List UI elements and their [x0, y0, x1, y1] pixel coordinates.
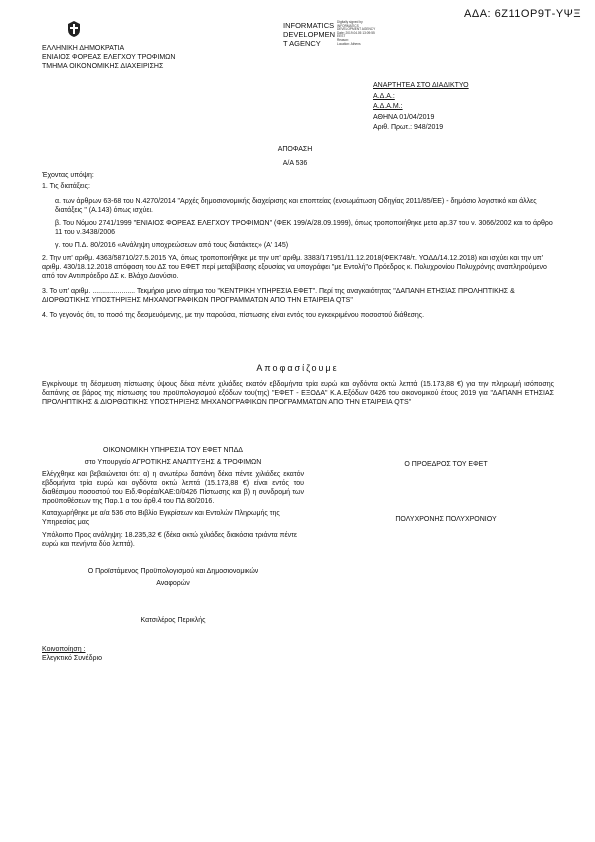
department-header [42, 44, 175, 71]
finance-service-block [42, 446, 304, 663]
dept-line-3: ΤΜΗΜΑ ΟΙΚΟΝΟΜΙΚΗΣ ΔΙΑΧΕΙΡΙΣΗΣ [42, 63, 164, 70]
considering-label: Έχοντας υπόψη: [42, 172, 94, 179]
agency-line-3: T AGENCY [283, 39, 321, 48]
decide-heading: Αποφασίζουμε [256, 363, 339, 373]
decision-title: ΑΠΟΦΑΣΗ [277, 146, 313, 153]
head-line-1: Ο Προϊστάμενος Προϋπολογισμού και Δημοσιονομικών [87, 568, 259, 575]
item-2: 2. Την υπ' αριθμ. 4363/58710/27.5.2015 ΥΑ, όπως τροποποιήθηκε με την υπ' αριθμ. 3383/171951/11.12.2018(ΦΕΚ748/τ. ΥΟΔΔ/14.12.2018) και ισχύει και την υπ' αριθμ. 430/18.12.2018 απόφαση του ΔΣ του ΕΦΕΤ περί μεταβίβασης εξουσίας να υπογράφει "με Εντολή"ο Πρόεδρος κ. Πολυχρονίου Πολυχρόνης αναπληρούμενο από τον Αντιπρόεδρο ΔΣ κ. Βλάχο Διονύσιο. [42, 255, 547, 280]
decide-text: Εγκρίνουμε τη δέσμευση πίστωσης ύψους δέκα πέντε χιλιάδες εκατόν εβδομήντα τρία ευρώ και ογδόντα οκτώ λεπτά (15.173,88 €) για την πληρωμή ισόποσης δαπάνης σε βάρος της πίστωσης του προϋπολογισμού εξόδων του(της) "ΕΦΕΤ - ΕΞΟΔΑ" Κ.Α.Εξόδων 0426 του οικονομικού έτους 2019 για "ΔΑΠΑΝΗ ΕΤΗΣΙΑΣ ΠΡΟΛΗΠΤΙΚΗΣ & ΔΙΟΡΘΩΤΙΚΗΣ ΥΠΟΣΤΗΡΙΞΗΣ ΜΗΧΑΝΟΓΡΑΦΙΚΩΝ ΠΡΟΓΡΑΜΜΑΤΩΝ ΑΠΟ ΤΗΝ ΕΤΑΙΡΕΙΑ QTS" [42, 381, 554, 406]
agency-line-2: DEVELOPMEN [283, 30, 336, 39]
sig-detail-2: INFORMATICS [337, 23, 359, 28]
president-name: ΠΟΛΥΧΡΟΝΗΣ ΠΟΛΥΧΡΟΝΙΟΥ [395, 516, 497, 523]
decision-number: Α/Α 536 [282, 160, 308, 167]
greek-emblem-icon [66, 20, 82, 38]
ada-label: Α.Δ.Α.: [373, 92, 395, 100]
digital-signature-details [337, 21, 375, 46]
considerations [42, 171, 554, 322]
agency-line-1: INFORMATICS [283, 21, 335, 30]
dept-line-1: ΕΛΛΗΝΙΚΗ ΔΗΜΟΚΡΑΤΙΑ [42, 45, 125, 52]
sig-detail-4: Date: 2019.04.05 13:09:55 [337, 30, 375, 35]
sig-detail-3: DEVELOPMENT AGENCY [337, 27, 376, 32]
dept-line-2: ΕΝΙΑΙΟΣ ΦΟΡΕΑΣ ΕΛΕΓΧΟΥ ΤΡΟΦΙΜΩΝ [42, 54, 176, 61]
item-1c: γ. του Π.Δ. 80/2016 «Ανάληψη υποχρεώσεων από τους διατάκτες» (Α' 145) [55, 242, 289, 249]
head-name: Κατσιλέρος Περικλής [140, 617, 206, 624]
sig-detail-1: Digitally signed by [337, 20, 363, 24]
remaining-text: Υπόλοιπο Προς ανάληψη: 18.235,32 € (δέκα οκτώ χιλιάδες διακόσια τριάντα πέντε ευρώ και πενήντα δύο λεπτά). [42, 532, 298, 548]
sig-detail-7: Location: Athens [337, 41, 361, 46]
sig-detail-5: EEST [337, 34, 346, 39]
adam-label: Α.Δ.Α.Μ.: [373, 103, 403, 110]
president-block [346, 446, 546, 524]
ada-code: ΑΔΑ: 6Ζ11ΟΡ9Τ-ΥΨΞ [464, 8, 581, 20]
item-1: 1. Τις διατάξεις: [42, 183, 90, 190]
registered-text: Καταχωρήθηκε με α/α 536 στο Βιβλίο Εγκρίσεων και Εντολών Πληρωμής της Υπηρεσίας μας [42, 510, 280, 526]
protocol-number: Αριθ. Πρωτ.: 948/2019 [373, 124, 444, 131]
publish-title: ΑΝΑΡΤΗΤΕΑ ΣΤΟ ΔΙΑΔΙΚΤΥΟ [373, 82, 469, 89]
signature-agency [283, 21, 335, 48]
finance-title: ΟΙΚΟΝΟΜΙΚΗ ΥΠΗΡΕΣΙΑ ΤΟΥ ΕΦΕΤ ΝΠΔΔ [103, 447, 243, 454]
item-3: 3. Το υπ' αριθμ. ...................... Τεκμήριο μενο αίτημα του "ΚΕΝΤΡΙΚΗ ΥΠΗΡΕΣΙΑ ΕΦΕΤ". Περί της αναγκαιότητας "ΔΑΠΑΝΗ ΕΤΗΣΙΑΣ ΠΡΟΛΗΠΤΙΚΗΣ & ΔΙΟΡΘΩΤΙΚΗΣ ΥΠΟΣΤΗΡΙΞΗΣ ΜΗΧΑΝΟΓΡΑΦΙΚΩΝ ΠΡΟΓΡΑΜΜΑΤΩΝ ΑΠΟ ΤΗΝ ΕΤΑΙΡΕΙΑ QTS" [42, 288, 515, 304]
place-date: ΑΘΗΝΑ 01/04/2019 [373, 113, 435, 121]
finance-subtitle: στο Υπουργείο ΑΓΡΟΤΙΚΗΣ ΑΝΑΠΤΥΞΗΣ & ΤΡΟΦΙΜΩΝ [84, 459, 262, 466]
president-title: Ο ΠΡΟΕΔΡΟΣ ΤΟΥ ΕΦΕΤ [404, 461, 488, 468]
publication-box [373, 81, 469, 134]
head-line-2: Αναφορών [156, 580, 190, 587]
sig-detail-6: Reason: [337, 37, 349, 42]
decision-title-block [240, 145, 350, 169]
item-1b: β. Του Νόμου 2741/1999 "ΕΝΙΑΙΟΣ ΦΟΡΕΑΣ ΕΛΕΓΧΟΥ ΤΡΟΦΙΜΩΝ" (ΦΕΚ 199/Α/28.09.1999), όπως τροποποιήθηκε μετα ap.37 του ν. 3066/2002 και το άρθρο 11 του ν.3438/2006 [55, 220, 553, 236]
item-1a: α. των άρθρων 63-68 του Ν.4270/2014 "Αρχές δημοσιονομικής διαχείρισης και εποπτείας (ενσωμάτωση Οδηγίας 2011/85/ΕΕ) - δημόσιο λογιστικό και άλλες διατάξεις " (Α.143) όπως ισχύει. [55, 198, 537, 214]
item-4: 4. Το γεγονός ότι, το ποσό της δεσμευόμενης, με την παρούσα, πίστωσης είναι εντός του εγκεκριμένου ποσοστού διάθεσης. [42, 312, 425, 319]
check-text: Ελέγχθηκε και βεβαιώνεται ότι: α) η ανωτέρω δαπάνη δέκα πέντε χιλιάδες εκατόν εβδομήντα τρία ευρώ και ογδόντα οκτώ λεπτά (15.173,88 €) είναι εντός του διαθέσιμου ποσοστού του Ειδ.Φορέα/ΚΑΕ:0/0426 Πίστωσης και β) η συνδρομή των προϋποθέσεων της Παρ.1 α του άρθ.4 του ΠΔ 80/2016. [42, 471, 304, 505]
cc-value: Ελεγκτικό Συνέδριο [42, 655, 102, 662]
cc-title: Κοινοποίηση : [42, 646, 86, 653]
